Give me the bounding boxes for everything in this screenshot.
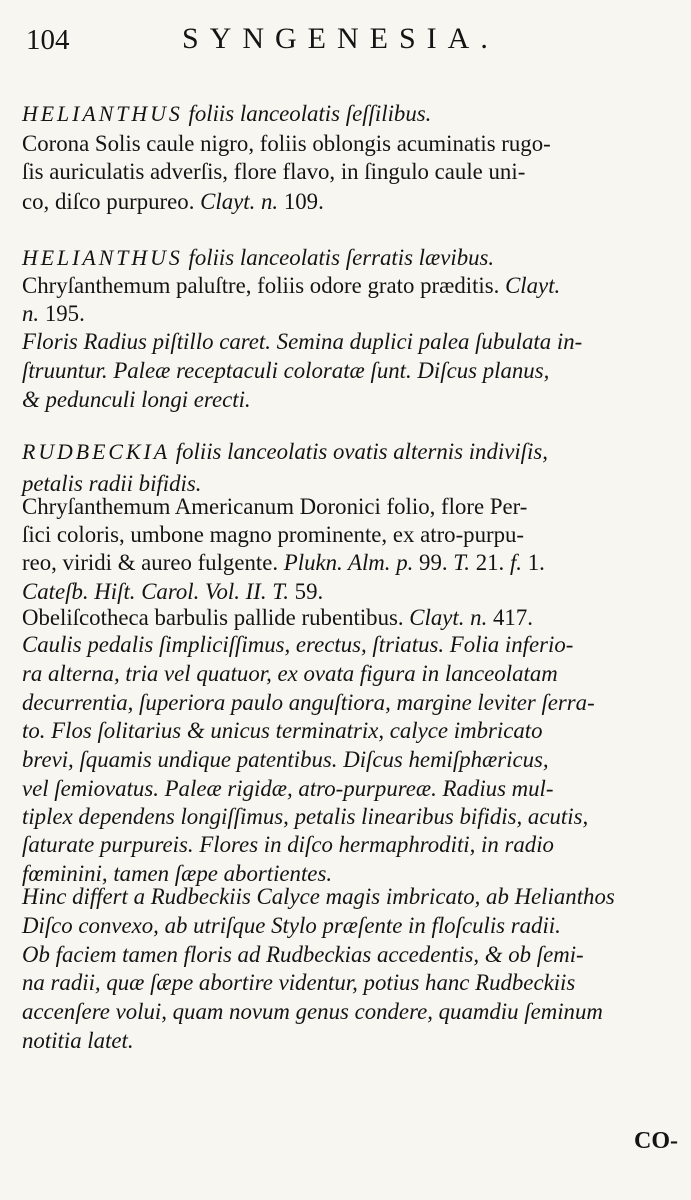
text-line [22, 831, 677, 859]
text-segment: n. [22, 301, 40, 326]
text-segment: Cateſb. Hiſt. Carol. Vol. II. T. [22, 579, 289, 604]
text-line [22, 438, 677, 466]
text-line [22, 912, 677, 940]
text-segment: fœminini, tamen ſæpe abortientes. [22, 861, 333, 886]
text-line [22, 386, 677, 414]
text-line [22, 803, 677, 831]
text-line [22, 100, 677, 128]
text-line [22, 272, 677, 300]
running-title: SYNGENESIA. [182, 22, 499, 55]
text-segment: foliis lanceolatis ſeſſilibus. [182, 101, 432, 126]
text-line [22, 578, 677, 606]
text-segment: 59. [288, 579, 324, 604]
text-segment: petalis radii bifidis. [22, 471, 202, 496]
text-segment: 109. [278, 189, 324, 214]
catchword: CO- [634, 1128, 678, 1154]
text-segment: notitia latet. [22, 1028, 134, 1053]
text-line [22, 300, 677, 328]
text-segment: ſis auriculatis adverſis, flore flavo, in ſingulo caule uni- [22, 159, 526, 184]
text-line [22, 521, 677, 549]
text-segment: reo, viridi & aureo fulgente. [22, 550, 284, 575]
text-line [22, 689, 677, 717]
text-segment: tiplex dependens longiſſimus, petalis linearibus bifidis, acutis, [22, 804, 589, 829]
genus-name: HELIANTHUS [22, 101, 183, 126]
text-segment: co, diſco purpureo. [22, 189, 201, 214]
text-line [22, 158, 677, 186]
text-line [22, 493, 677, 521]
text-line [22, 631, 677, 659]
text-segment: Diſco convexo, ab utriſque Stylo præſente in floſculis radii. [22, 913, 561, 938]
text-segment: Hinc differt a Rudbeckiis Calyce magis imbricato, ab Helianthos [22, 884, 615, 909]
text-line [22, 969, 677, 997]
text-segment: Clayt. n. [200, 189, 279, 214]
text-segment: ſici coloris, umbone magno prominente, ex atro-purpu- [22, 522, 525, 547]
text-line [22, 188, 677, 216]
text-segment: f. [509, 550, 522, 575]
text-segment: 99. [413, 550, 454, 575]
text-line [22, 746, 677, 774]
text-segment: foliis lanceolatis ſerratis lævibus. [182, 245, 495, 270]
text-segment: decurrentia, ſuperiora paulo anguſtiora, margine leviter ſerra- [22, 690, 595, 715]
text-line [22, 328, 677, 356]
text-line [22, 357, 677, 385]
text-segment: na radii, quæ ſæpe abortire videntur, potius hanc Rudbeckiis [22, 970, 576, 995]
text-segment: Caulis pedalis ſimpliciſſimus, erectus, ſtriatus. Folia inferio- [22, 632, 574, 657]
text-segment: foliis lanceolatis ovatis alternis indiviſis, [170, 439, 548, 464]
genus-name: HELIANTHUS [22, 245, 183, 270]
text-line [22, 717, 677, 745]
text-line [22, 549, 677, 577]
text-line [22, 244, 677, 272]
text-line [22, 941, 677, 969]
text-segment: ra alterna, tria vel quatuor, ex ovata figura in lanceolatam [22, 661, 558, 686]
page-number: 104 [26, 24, 70, 56]
text-line [22, 660, 677, 688]
text-segment: Clayt. n. [409, 605, 488, 630]
text-segment: to. Flos ſolitarius & unicus terminatrix, calyce imbricato [22, 718, 543, 743]
text-segment: Corona Solis caule nigro, foliis oblongis acuminatis rugo- [22, 131, 551, 156]
text-segment: brevi, ſquamis undique patentibus. Diſcus hemiſphæricus, [22, 747, 549, 772]
text-segment: Floris Radius piſtillo caret. Semina duplici palea ſubulata in- [22, 329, 583, 354]
text-line [22, 883, 677, 911]
text-segment: Plukn. Alm. p. [283, 550, 414, 575]
text-segment: accenſere volui, quam novum genus condere, quamdiu ſeminum [22, 999, 603, 1024]
text-segment: 417. [487, 605, 533, 630]
text-segment: Clayt. [505, 273, 561, 298]
text-segment: 195. [39, 301, 85, 326]
text-line [22, 604, 677, 632]
text-line [22, 775, 677, 803]
page-header [26, 22, 666, 62]
text-segment: vel ſemiovatus. Paleæ rigidæ, atro-purpureæ. Radius mul- [22, 776, 554, 801]
text-segment: Ob faciem tamen floris ad Rudbeckias accedentis, & ob ſemi- [22, 942, 584, 967]
text-segment: Chryſanthemum Americanum Doronici folio, flore Per- [22, 494, 528, 519]
text-segment: ſaturate purpureis. Flores in diſco hermaphroditi, in radio [22, 832, 554, 857]
text-line [22, 998, 677, 1026]
text-segment: Obeliſcotheca barbulis pallide rubentibus. [22, 605, 410, 630]
genus-name: RUDBECKIA [22, 439, 171, 464]
text-segment: & pedunculi longi erecti. [22, 387, 251, 412]
text-segment: T. [453, 550, 471, 575]
text-line [22, 130, 677, 158]
text-line [22, 1027, 677, 1055]
text-segment: 21. [470, 550, 510, 575]
text-segment: ſtruuntur. Paleæ receptaculi coloratæ ſunt. Diſcus planus, [22, 358, 550, 383]
text-segment: Chryſanthemum paluſtre, foliis odore grato præditis. [22, 273, 506, 298]
text-segment: 1. [521, 550, 545, 575]
